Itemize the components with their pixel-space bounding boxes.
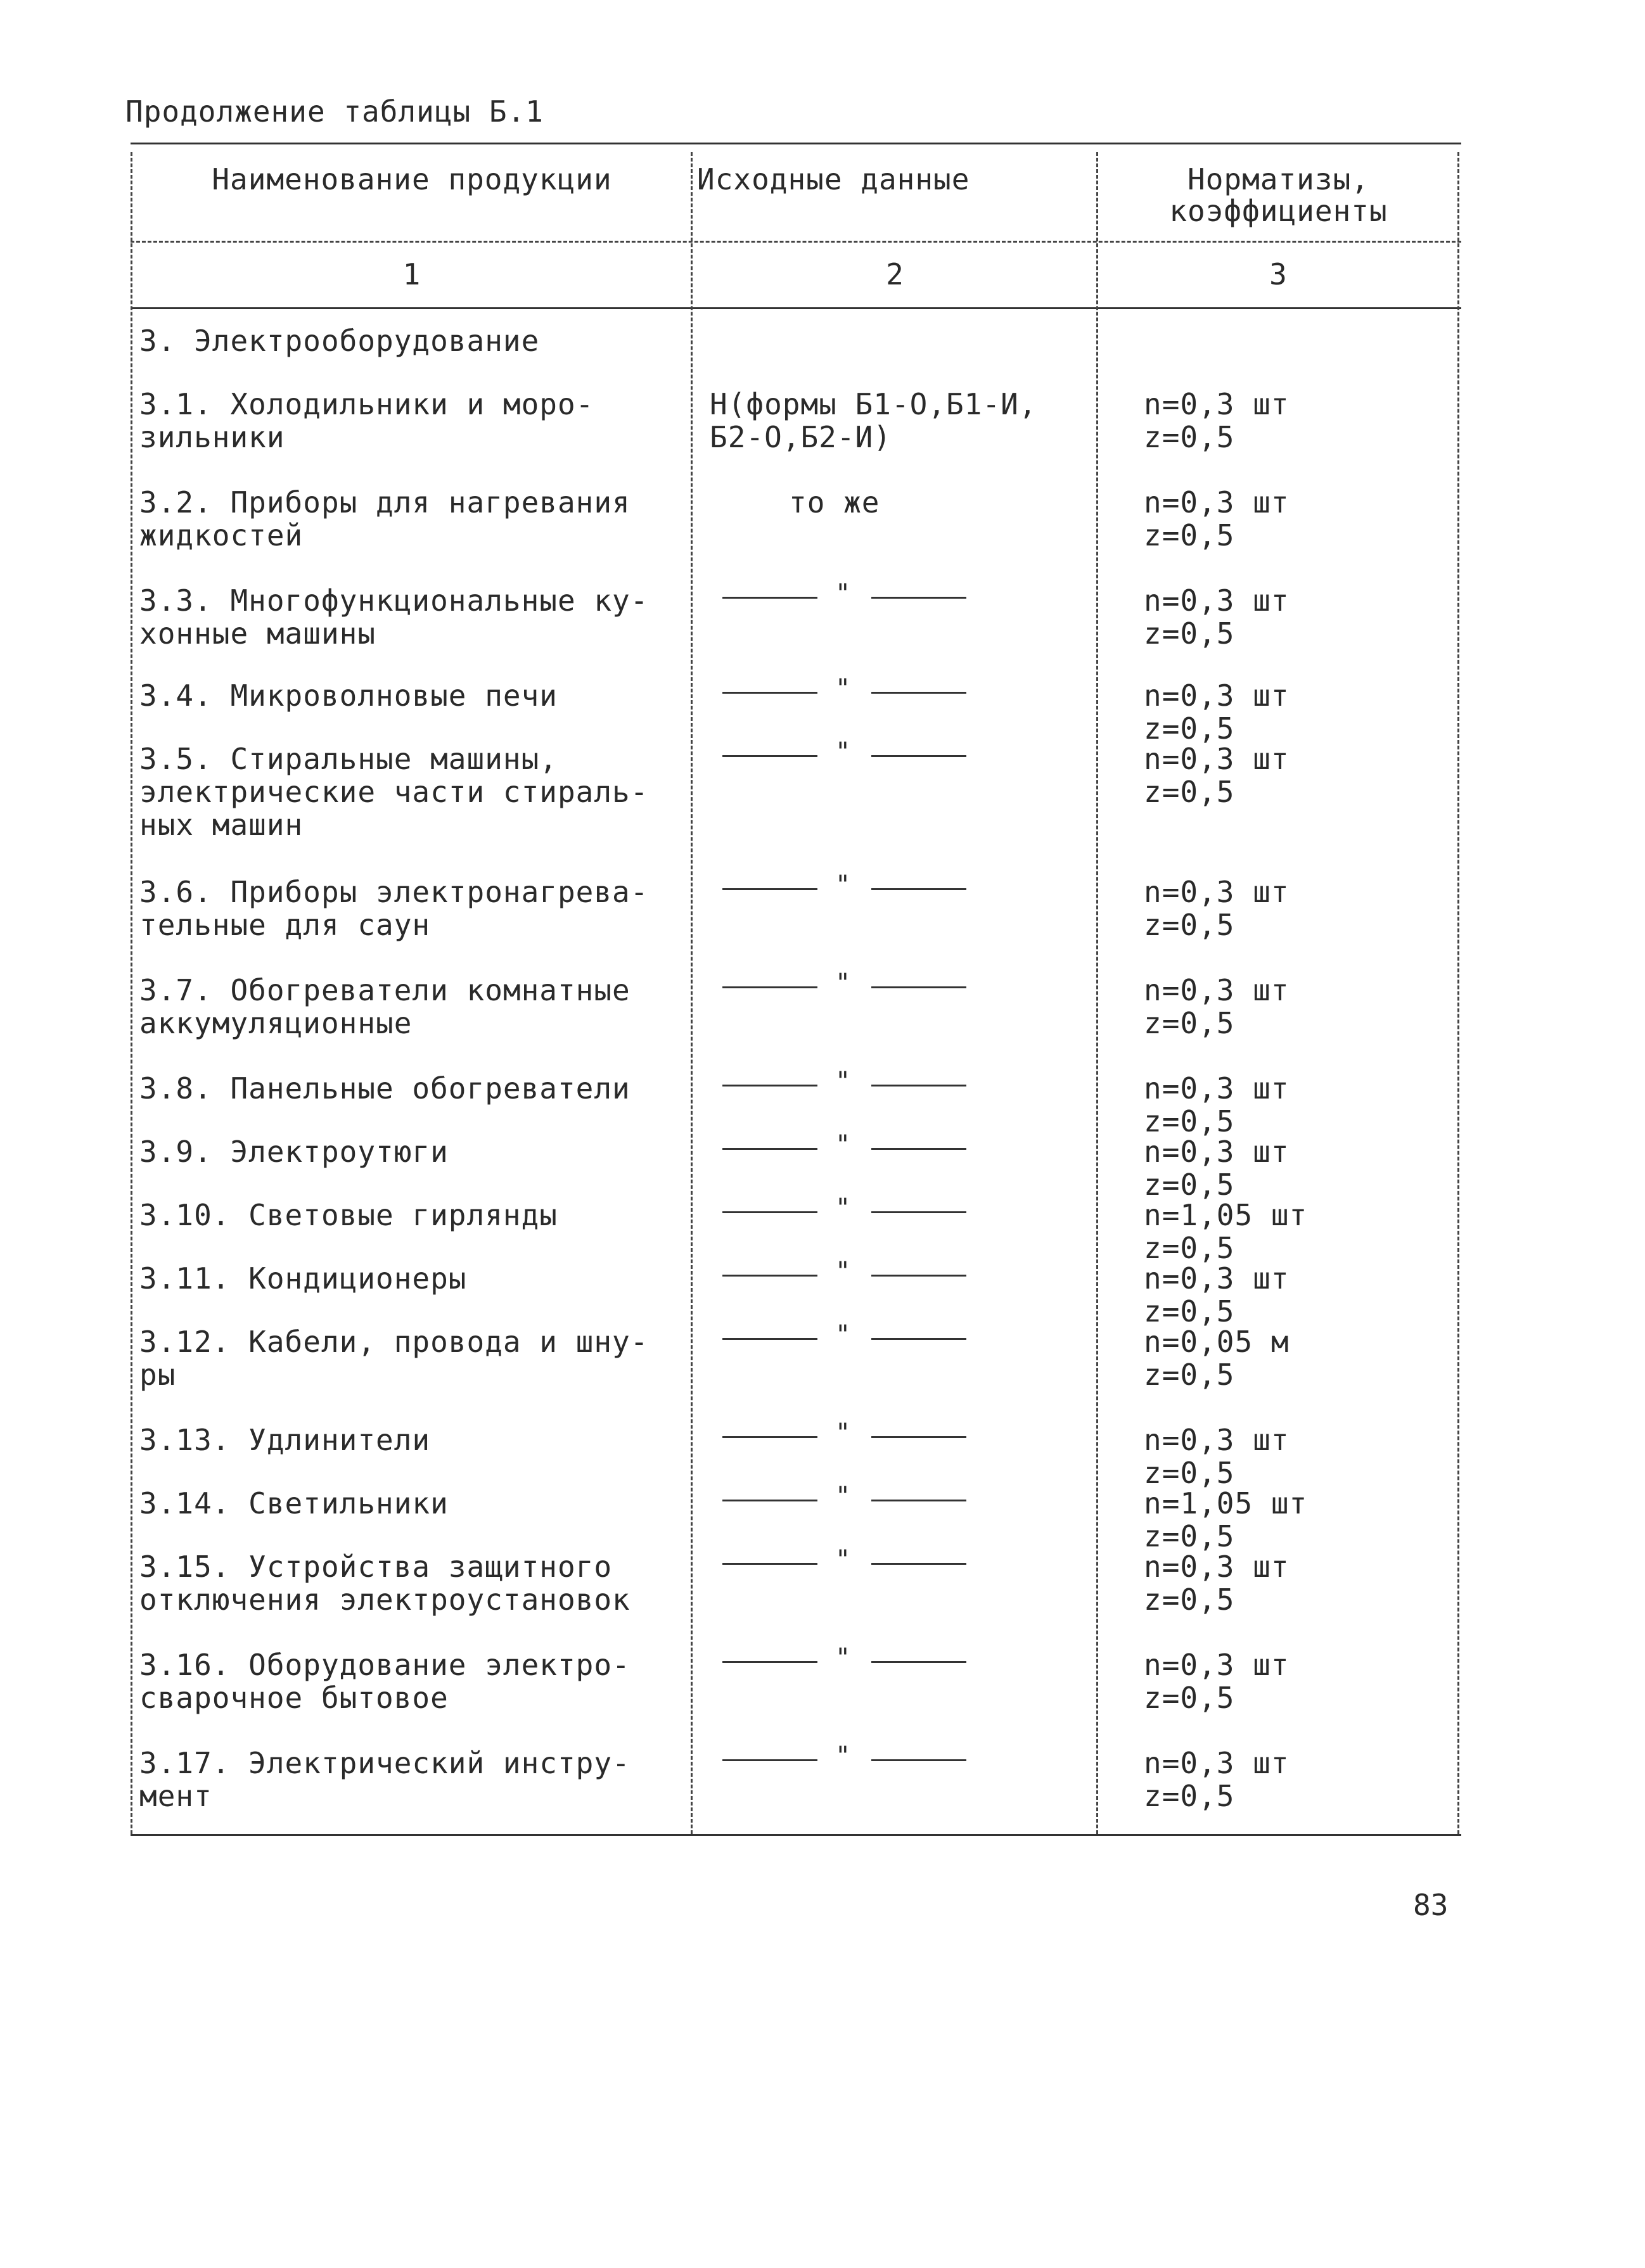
row-name: 3.5. Стиральные машины, — [139, 742, 558, 776]
ditto-mark: " — [835, 737, 851, 767]
row-name-continuation: тельные для саун — [139, 908, 431, 942]
ditto-mark: " — [835, 1320, 851, 1349]
norm-n: n=0,3 шт — [1144, 1071, 1290, 1105]
row-name: 3.4. Микроволновые печи — [139, 678, 558, 713]
norm-z: z=0,5 — [1144, 1294, 1235, 1328]
ditto-dash-right — [871, 1211, 966, 1213]
row-name: 3.14. Светильники — [139, 1486, 449, 1520]
norm-n: n=0,3 шт — [1144, 1423, 1290, 1457]
row-name-continuation: мент — [139, 1779, 212, 1813]
norm-z: z=0,5 — [1144, 1583, 1235, 1617]
row-name-continuation: ных машин — [139, 808, 304, 842]
colnum-1: 1 — [402, 257, 421, 291]
ditto-mark: " — [835, 1482, 851, 1511]
row-name: 3.9. Электроутюги — [139, 1135, 449, 1169]
ditto-dash-right — [871, 755, 966, 757]
norm-z: z=0,5 — [1144, 1779, 1235, 1813]
colnum-3: 3 — [1269, 257, 1288, 291]
norm-n: n=0,3 шт — [1144, 583, 1290, 618]
norm-n: n=0,3 шт — [1144, 742, 1290, 776]
norm-n: n=0,3 шт — [1144, 678, 1290, 713]
row-name: 3.2. Приборы для нагревания — [139, 485, 630, 519]
table-bottom-border — [131, 1834, 1461, 1836]
norm-z: z=0,5 — [1144, 711, 1235, 746]
ditto-dash-right — [871, 1275, 966, 1277]
ditto-mark: " — [835, 870, 851, 900]
ditto-mark: " — [835, 1742, 851, 1771]
ditto-dash-right — [871, 692, 966, 694]
row-name: 3.3. Многофункциональные ку- — [139, 583, 649, 618]
row-name: 3.16. Оборудование электро- — [139, 1648, 630, 1682]
norm-n: n=0,3 шт — [1144, 875, 1290, 909]
ditto-dash-left — [722, 1661, 817, 1663]
row-name-continuation: хонные машины — [139, 616, 376, 651]
table-top-border — [131, 143, 1461, 144]
norm-z: z=0,5 — [1144, 1519, 1235, 1553]
norm-n: n=0,3 шт — [1144, 1648, 1290, 1682]
norm-n: n=0,3 шт — [1144, 1550, 1290, 1584]
ditto-dash-left — [722, 1563, 817, 1565]
norm-n: n=0,05 м — [1144, 1325, 1290, 1359]
table-right-border — [1457, 152, 1459, 1834]
row-name: 3.13. Удлинители — [139, 1423, 431, 1457]
ditto-mark: " — [835, 674, 851, 703]
row-name: 3.8. Панельные обогреватели — [139, 1071, 630, 1105]
ditto-mark: " — [835, 1545, 851, 1574]
row-name: 3.15. Устройства защитного — [139, 1550, 613, 1584]
norm-z: z=0,5 — [1144, 1104, 1235, 1138]
ditto-mark: " — [835, 1643, 851, 1672]
ditto-mark: " — [835, 1067, 851, 1096]
norm-z: z=0,5 — [1144, 1231, 1235, 1265]
ditto-mark: " — [835, 1130, 851, 1159]
norm-n: n=0,3 шт — [1144, 485, 1290, 519]
ditto-dash-left — [722, 888, 817, 890]
row-name: 3.12. Кабели, провода и шну- — [139, 1325, 649, 1359]
ditto-dash-right — [871, 1436, 966, 1438]
row-source: Б2-О,Б2-И) — [710, 420, 892, 454]
norm-n: n=0,3 шт — [1144, 387, 1290, 421]
ditto-dash-left — [722, 1211, 817, 1213]
norm-z: z=0,5 — [1144, 518, 1235, 552]
ditto-dash-right — [871, 1759, 966, 1761]
row-name-continuation: жидкостей — [139, 518, 304, 552]
page-number: 83 — [1413, 1888, 1449, 1922]
table-left-border — [131, 152, 132, 1834]
row-name: 3.11. Кондиционеры — [139, 1261, 467, 1296]
ditto-dash-right — [871, 597, 966, 599]
norm-n: n=1,05 шт — [1144, 1198, 1308, 1232]
ditto-dash-right — [871, 1500, 966, 1501]
table-caption: Продолжение таблицы Б.1 — [125, 94, 544, 129]
norm-n: n=0,3 шт — [1144, 1135, 1290, 1169]
header-bottom-border — [131, 241, 1461, 243]
norm-n: n=0,3 шт — [1144, 1261, 1290, 1296]
section-title: 3. Электрооборудование — [139, 324, 540, 358]
row-source: Н(формы Б1-О,Б1-И, — [710, 387, 1037, 421]
ditto-dash-right — [871, 1563, 966, 1565]
norm-z: z=0,5 — [1144, 616, 1235, 651]
ditto-dash-right — [871, 986, 966, 988]
norm-n: n=0,3 шт — [1144, 1746, 1290, 1780]
ditto-dash-left — [722, 692, 817, 694]
ditto-dash-left — [722, 1500, 817, 1501]
row-name-continuation: отключения электроустановок — [139, 1583, 630, 1617]
ditto-mark: " — [835, 1257, 851, 1286]
row-name: 3.10. Световые гирлянды — [139, 1198, 558, 1232]
ditto-mark: " — [835, 579, 851, 608]
ditto-dash-right — [871, 1148, 966, 1150]
ditto-dash-right — [871, 1085, 966, 1086]
row-name-continuation: электрические части стираль- — [139, 775, 649, 809]
header-col3-line1: Норматизы, — [1187, 162, 1369, 196]
row-name: 3.1. Холодильники и моро- — [139, 387, 594, 421]
norm-n: n=0,3 шт — [1144, 973, 1290, 1007]
ditto-dash-left — [722, 1436, 817, 1438]
row-name-continuation: ры — [139, 1358, 176, 1392]
row-name-continuation: аккумуляционные — [139, 1006, 413, 1040]
ditto-dash-left — [722, 1338, 817, 1340]
norm-z: z=0,5 — [1144, 1168, 1235, 1202]
header-col3-line2: коэффициенты — [1169, 194, 1388, 228]
norm-z: z=0,5 — [1144, 1681, 1235, 1715]
ditto-dash-right — [871, 1338, 966, 1340]
row-source: то же — [789, 485, 880, 519]
norm-n: n=1,05 шт — [1144, 1486, 1308, 1520]
row-name-continuation: зильники — [139, 420, 285, 454]
ditto-dash-right — [871, 888, 966, 890]
row-name-continuation: сварочное бытовое — [139, 1681, 449, 1715]
ditto-dash-left — [722, 986, 817, 988]
colnum-bottom-border — [131, 307, 1461, 309]
ditto-dash-right — [871, 1661, 966, 1663]
col-divider-1 — [691, 152, 693, 1834]
norm-z: z=0,5 — [1144, 420, 1235, 454]
row-name: 3.17. Электрический инстру- — [139, 1746, 630, 1780]
ditto-dash-left — [722, 755, 817, 757]
row-name: 3.7. Обогреватели комнатные — [139, 973, 630, 1007]
norm-z: z=0,5 — [1144, 775, 1235, 809]
norm-z: z=0,5 — [1144, 1456, 1235, 1490]
ditto-dash-left — [722, 1759, 817, 1761]
ditto-mark: " — [835, 1418, 851, 1448]
ditto-dash-left — [722, 1275, 817, 1277]
ditto-dash-left — [722, 1085, 817, 1086]
norm-z: z=0,5 — [1144, 908, 1235, 942]
norm-z: z=0,5 — [1144, 1358, 1235, 1392]
ditto-dash-left — [722, 1148, 817, 1150]
header-col1: Наименование продукции — [212, 162, 612, 196]
colnum-2: 2 — [886, 257, 904, 291]
ditto-mark: " — [835, 969, 851, 998]
row-name: 3.6. Приборы электронагрева- — [139, 875, 649, 909]
ditto-dash-left — [722, 597, 817, 599]
ditto-mark: " — [835, 1194, 851, 1223]
norm-z: z=0,5 — [1144, 1006, 1235, 1040]
col-divider-2 — [1096, 152, 1098, 1834]
header-col2: Исходные данные — [697, 162, 970, 196]
